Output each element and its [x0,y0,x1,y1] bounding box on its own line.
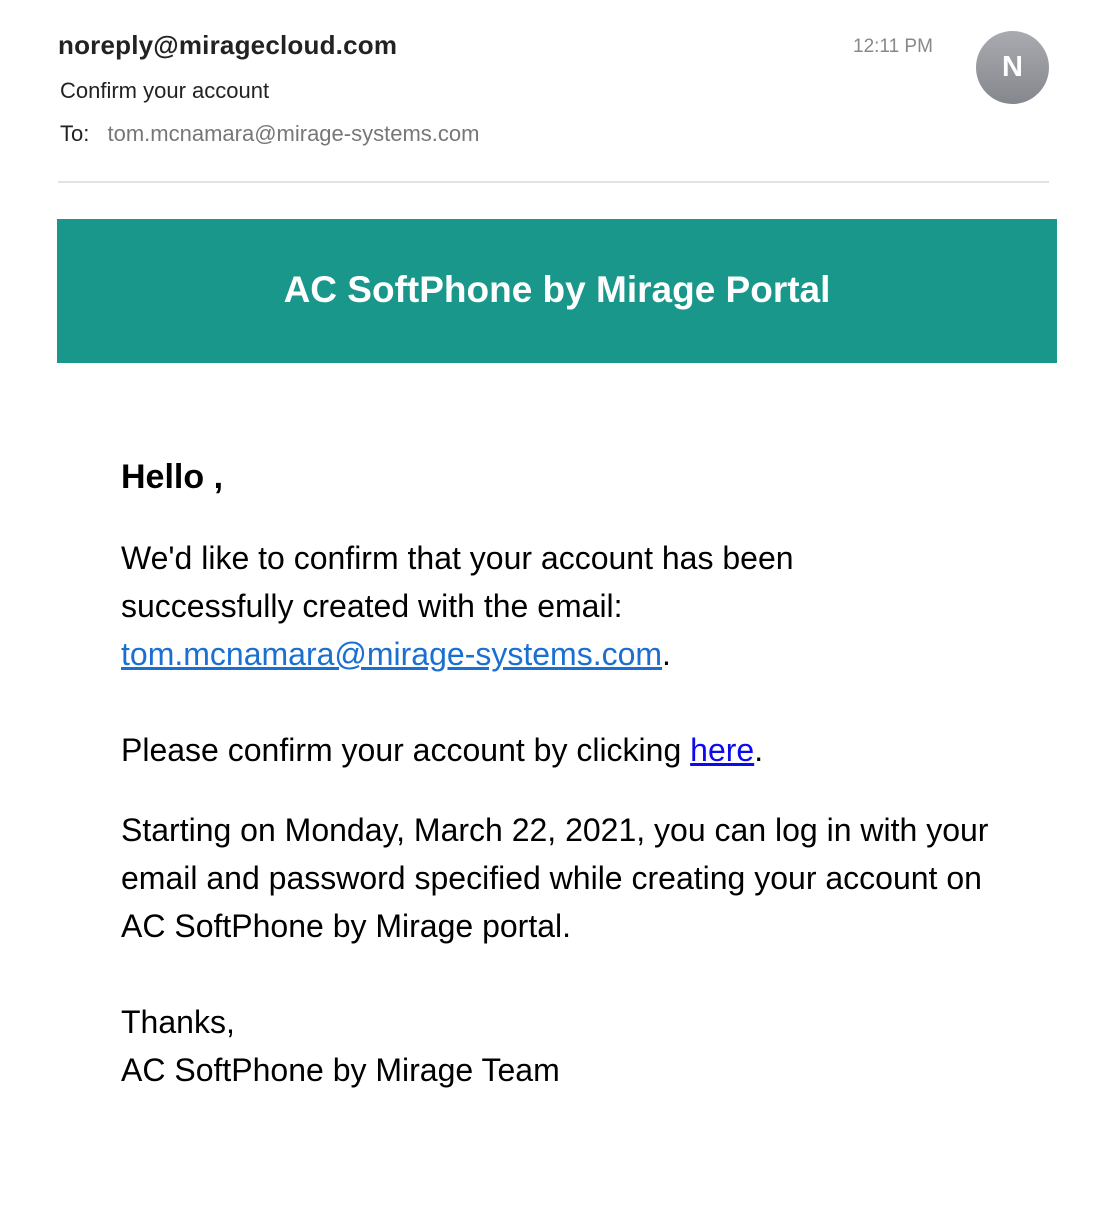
email-header [58,0,1049,183]
confirmation-paragraph [121,534,881,678]
sender-address[interactable]: noreply@miragecloud.com [58,30,398,60]
received-time: 12:11 PM [853,36,933,57]
confirm-instruction [121,726,881,774]
greeting: Hello , [121,458,224,496]
email-subject: Confirm your account [60,78,270,103]
confirm-instruction-text: Please confirm your account by clicking [121,732,691,768]
confirmation-period: . [662,636,671,672]
sign-off [121,998,881,1094]
avatar-initial: N [1002,51,1023,83]
sender-avatar[interactable] [976,31,1049,104]
confirm-instruction-period: . [754,732,764,768]
login-info-paragraph: Starting on Monday, March 22, 2021, you can log in with your email and password specified while creating your account on AC SoftPhone by Mirage portal. [121,812,989,944]
recipient-address[interactable]: tom.mcnamara@mirage-systems.com [107,121,480,146]
confirm-here-link[interactable]: here [690,732,755,768]
portal-banner [57,219,1057,363]
confirmation-text: We'd like to confirm that your account has been successfully created with the email: [121,540,794,624]
to-label: To: [60,121,90,146]
banner-title: AC SoftPhone by Mirage Portal [283,268,831,310]
header-divider [58,181,1049,183]
recipient-row [60,121,479,147]
thanks-text: Thanks, [121,1004,235,1040]
signature-text: AC SoftPhone by Mirage Team [121,1052,560,1088]
account-email-link[interactable]: tom.mcnamara@mirage-systems.com [121,636,663,672]
